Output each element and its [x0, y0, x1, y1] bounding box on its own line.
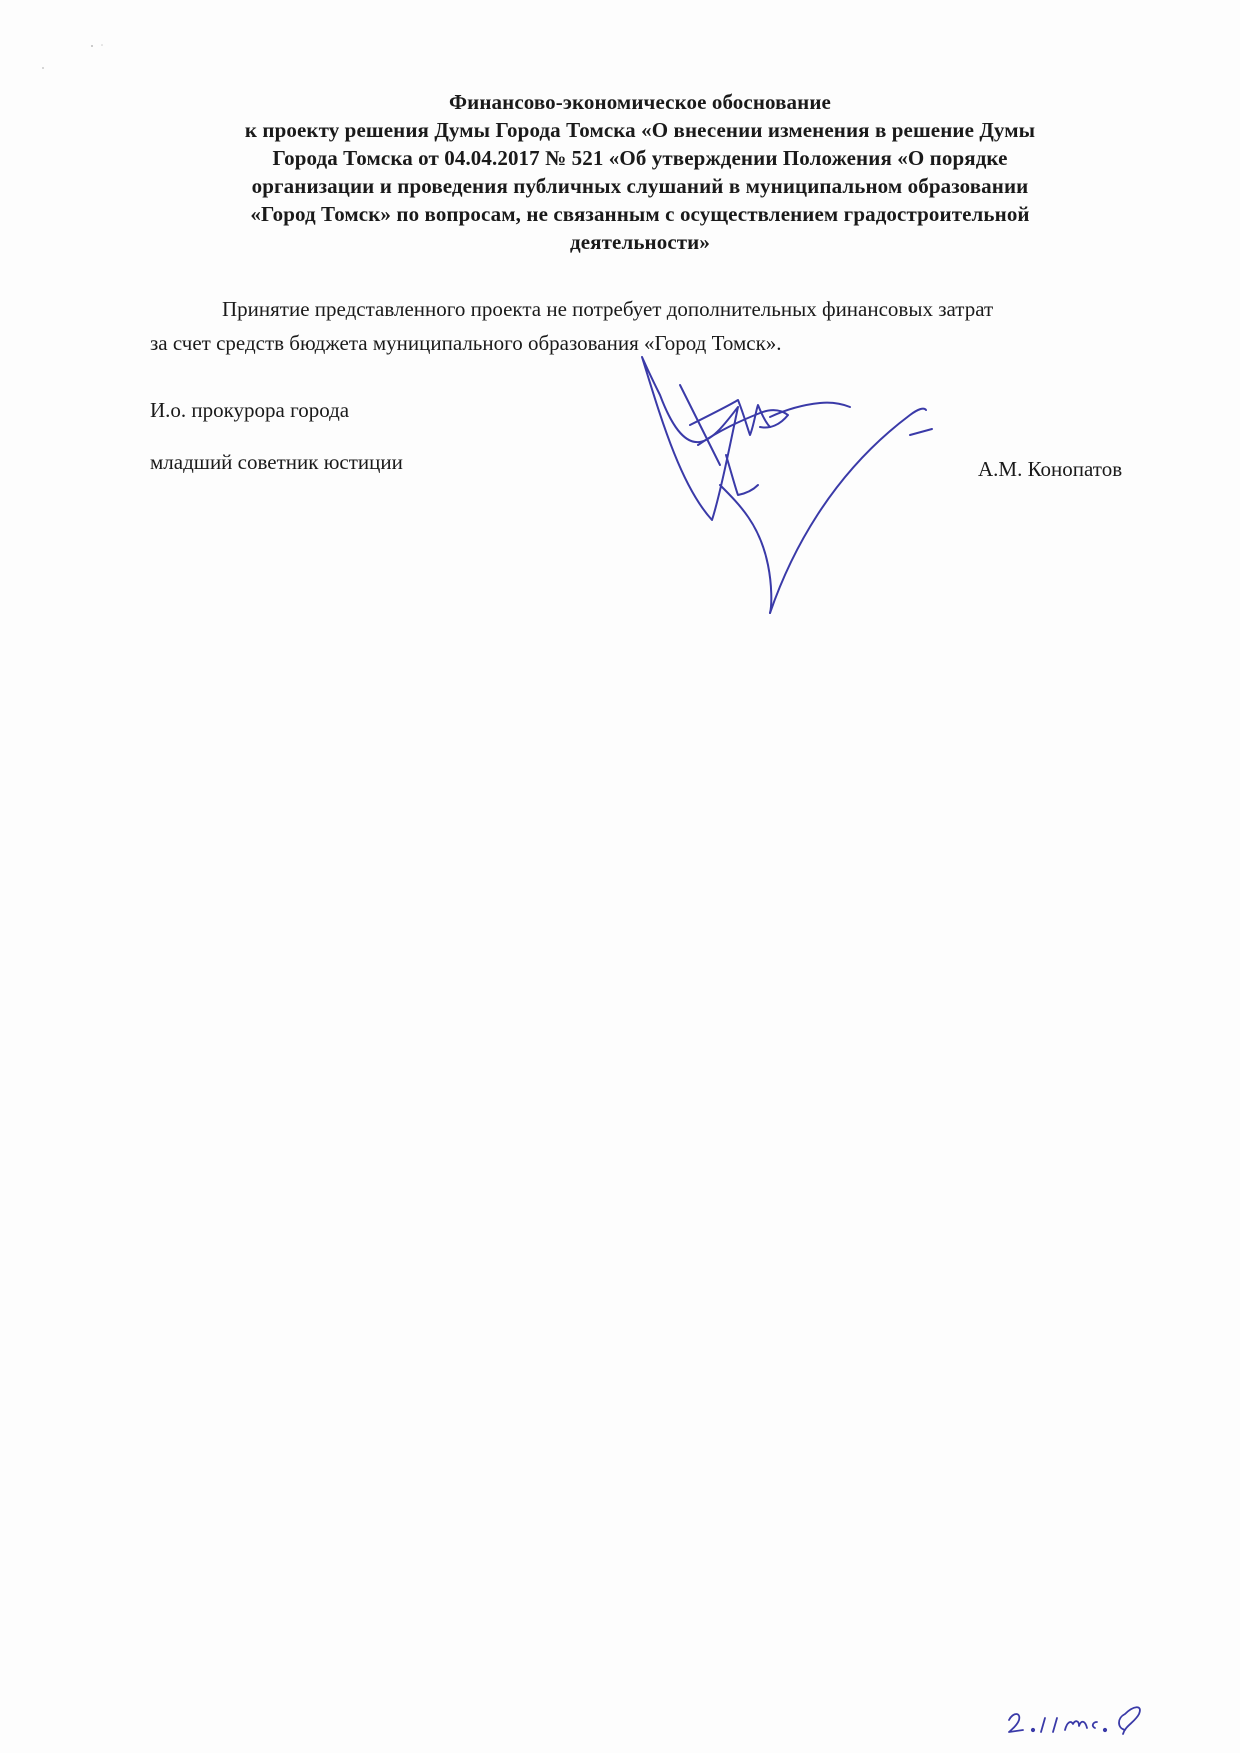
- signatory-name: А.М. Конопатов: [978, 457, 1123, 481]
- signature-icon: [620, 355, 1000, 615]
- title-line: «Город Томск» по вопросам, не связанным с осуществлением градостроительной: [250, 202, 1030, 226]
- body-line: Принятие представленного проекта не потребует дополнительных финансовых затрат: [222, 297, 994, 321]
- signatory-rank: младший советник юстиции: [150, 450, 403, 474]
- document-title: [140, 88, 1140, 256]
- body-paragraph: [150, 292, 1160, 360]
- handwritten-note-icon: [1005, 1700, 1180, 1740]
- signatory-position: И.о. прокурора города: [150, 398, 350, 422]
- body-line: за счет средств бюджета муниципального образования «Город Томск».: [150, 331, 782, 355]
- title-line: Города Томска от 04.04.2017 № 521 «Об утверждении Положения «О порядке: [272, 146, 1008, 170]
- scan-artifact: [40, 40, 130, 80]
- title-line: Финансово-экономическое обоснование: [449, 90, 831, 114]
- title-line: к проекту решения Думы Города Томска «О внесении изменения в решение Думы: [244, 118, 1036, 142]
- title-line: деятельности»: [570, 230, 710, 254]
- title-line: организации и проведения публичных слушаний в муниципальном образовании: [251, 174, 1029, 198]
